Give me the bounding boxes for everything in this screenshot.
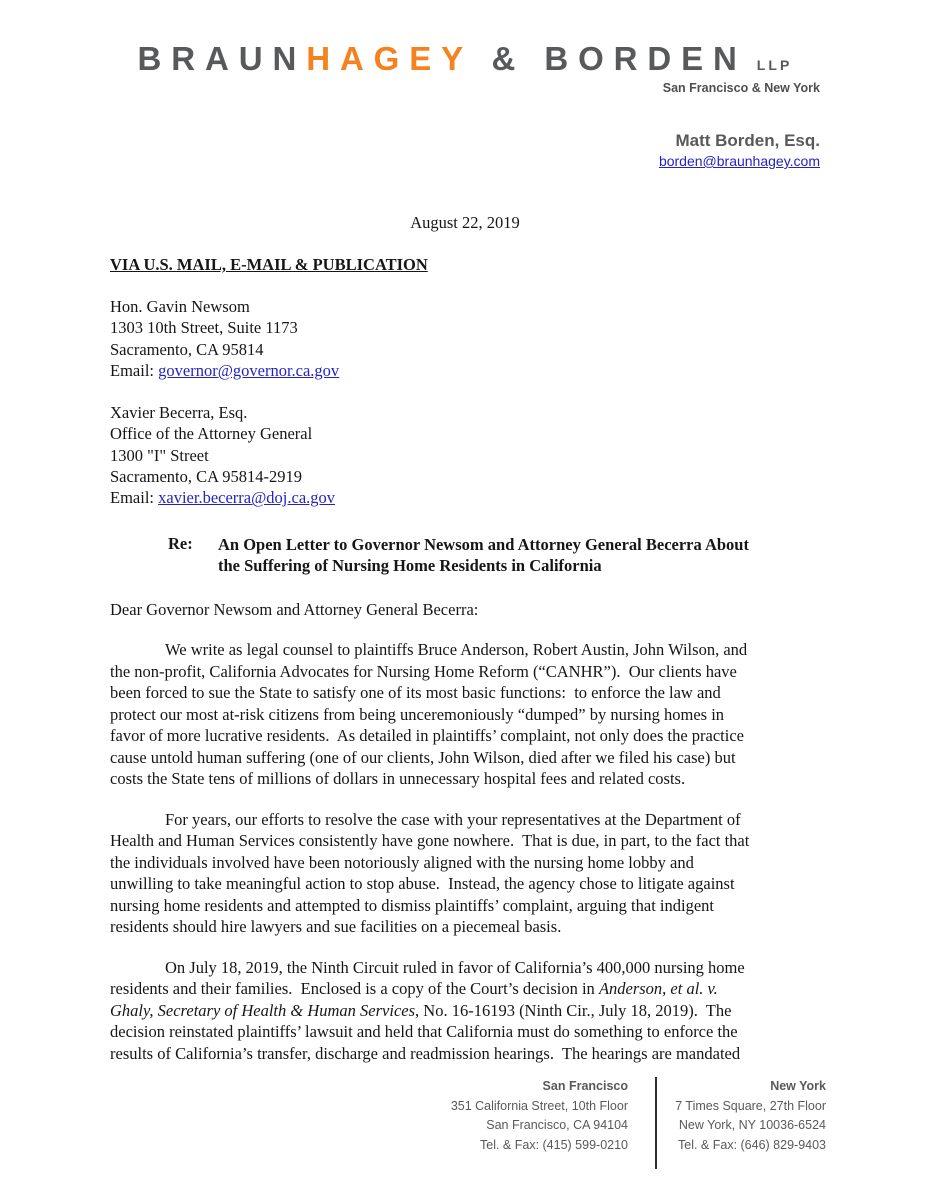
footer-sf-address-line: 351 California Street, 10th Floor (450, 1098, 628, 1113)
body-line (110, 809, 820, 831)
body-line (110, 661, 820, 683)
recipient-email-line (110, 487, 820, 508)
body-text-run: residents and their families. Enclosed is a copy of the Court’s decision in (110, 979, 599, 999)
email-label: Email: (110, 488, 159, 508)
re-subject (218, 534, 749, 578)
recipient-email-line (110, 360, 820, 381)
email-label: Email: (110, 360, 159, 380)
recipient-line: Xavier Becerra, Esq. (110, 403, 248, 423)
footer-ny-address-line: New York, NY 10036-6524 (678, 1118, 826, 1132)
sender-name: Matt Borden, Esq. (675, 131, 820, 150)
letterhead (110, 0, 820, 95)
letter-date: August 22, 2019 (410, 213, 520, 232)
letterhead-footer (110, 1077, 826, 1169)
body-paragraph (110, 957, 820, 1065)
recipient-line: Sacramento, CA 95814 (110, 339, 264, 359)
body-text-run: We write as legal counsel to plaintiffs Bruce Anderson, Robert Austin, John Wilson, and (165, 640, 748, 660)
body-text-run: the non-profit, California Advocates for Nursing Home Reform (“CANHR”). Our clients have (110, 661, 737, 681)
body-text-run: favor of more lucrative residents. As detailed in plaintiffs’ complaint, not only does the practice (110, 726, 744, 746)
body-line (110, 873, 820, 895)
firm-logo (110, 40, 820, 78)
body-text-run: costs the State tens of millions of dollars in unnecessary hospital fees and related costs. (110, 769, 686, 789)
recipient-block (110, 296, 820, 381)
re-subject-line: the Suffering of Nursing Home Residents in California (218, 556, 602, 576)
recipient-line: Hon. Gavin Newsom (110, 297, 250, 316)
body-line (110, 1043, 820, 1065)
firm-name (138, 40, 747, 77)
body-text-run: residents should hire lawyers and sue facilities on a piecemeal basis. (110, 917, 562, 937)
body-text-run: been forced to sue the State to satisfy one of its most basic functions: to enforce the law and (110, 683, 721, 703)
sender-contact (110, 131, 820, 171)
footer-ny-city: New York (770, 1079, 826, 1093)
sender-email-link[interactable]: borden@braunhagey.com (658, 153, 820, 169)
re-subject-line: An Open Letter to Governor Newsom and Attorney General Becerra About (218, 534, 749, 554)
footer-new-york (657, 1077, 826, 1169)
body-text-run: , No. 16-16193 (Ninth Cir., July 18, 2019). The (415, 1000, 732, 1020)
body-text-run: unwilling to take meaningful action to stop abuse. Instead, the agency chose to litigate against (110, 874, 735, 894)
body-paragraph (110, 639, 820, 790)
body-text-run: nursing home residents and attempted to dismiss plaintiffs’ complaint, arguing that indigent (110, 895, 714, 915)
recipient-email-link[interactable]: governor@governor.ca.gov (158, 360, 340, 380)
body-line (110, 682, 820, 704)
body-text-run: For years, our efforts to resolve the case with your representatives at the Department of (165, 809, 741, 829)
footer-ny-address-line: 7 Times Square, 27th Floor (675, 1098, 826, 1113)
body-line (110, 957, 820, 979)
body-line (110, 704, 820, 726)
firm-offices: San Francisco & New York (662, 81, 820, 95)
body-line (110, 768, 820, 790)
recipients (110, 296, 820, 509)
body-line (110, 852, 820, 874)
firm-name-braun: BRAUN (137, 40, 307, 77)
footer-sf-phone: Tel. & Fax: (415) 599-0210 (480, 1137, 628, 1152)
body-paragraph (110, 809, 820, 938)
recipient-email-link[interactable]: xavier.becerra@doj.ca.gov (158, 488, 336, 508)
body-line (110, 1000, 820, 1022)
body-text-run: protect our most at-risk citizens from being unceremoniously “dumped” by nursing homes in (110, 704, 725, 724)
recipient-line: 1303 10th Street, Suite 1173 (110, 318, 298, 338)
re-block (110, 534, 820, 578)
recipient-line: Sacramento, CA 95814-2919 (110, 467, 303, 487)
footer-san-francisco (110, 1077, 628, 1169)
body-line (110, 895, 820, 917)
footer-ny-phone: Tel. & Fax: (646) 829-9403 (678, 1137, 826, 1152)
firm-suffix-llp: LLP (756, 57, 793, 73)
recipient-block (110, 402, 820, 508)
recipient-line: 1300 "I" Street (110, 445, 209, 465)
firm-name-hagey: HAGEY (306, 40, 473, 77)
body-paragraphs (110, 639, 820, 1064)
firm-name-borden: & BORDEN (472, 40, 747, 77)
body-text-run: results of California’s transfer, discharge and readmission hearings. The hearings are mandated (110, 1043, 741, 1063)
body-line (110, 916, 820, 938)
body-text-run: On July 18, 2019, the Ninth Circuit ruled in favor of California’s 400,000 nursing home (165, 957, 745, 977)
delivery-method-line: VIA U.S. MAIL, E-MAIL & PUBLICATION (110, 255, 428, 274)
body-text-run: cause untold human suffering (one of our clients, John Wilson, died after we filed his case) but (110, 747, 736, 767)
body-line (110, 747, 820, 769)
case-citation-italic: Ghaly, Secretary of Health & Human Services (110, 1000, 416, 1020)
footer-sf-address-line: San Francisco, CA 94104 (486, 1118, 628, 1132)
body-text-run: Health and Human Services consistently have gone nowhere. That is due, in part, to the fact that (110, 831, 750, 851)
body-text-run: the individuals involved have been notoriously aligned with the nursing home lobby and (110, 852, 694, 872)
salutation: Dear Governor Newsom and Attorney General Becerra: (110, 600, 479, 620)
re-label: Re: (168, 533, 193, 553)
case-citation-italic: Anderson, et al. v. (598, 979, 718, 999)
body-text-run: decision reinstated plaintiffs’ lawsuit and held that California must do something to enforce the (110, 1022, 738, 1042)
body-line (110, 978, 820, 1000)
footer-sf-city: San Francisco (542, 1079, 628, 1093)
recipient-line: Office of the Attorney General (110, 424, 313, 444)
body-line (110, 639, 820, 661)
body-line (110, 725, 820, 747)
body-line (110, 1021, 820, 1043)
body-line (110, 830, 820, 852)
